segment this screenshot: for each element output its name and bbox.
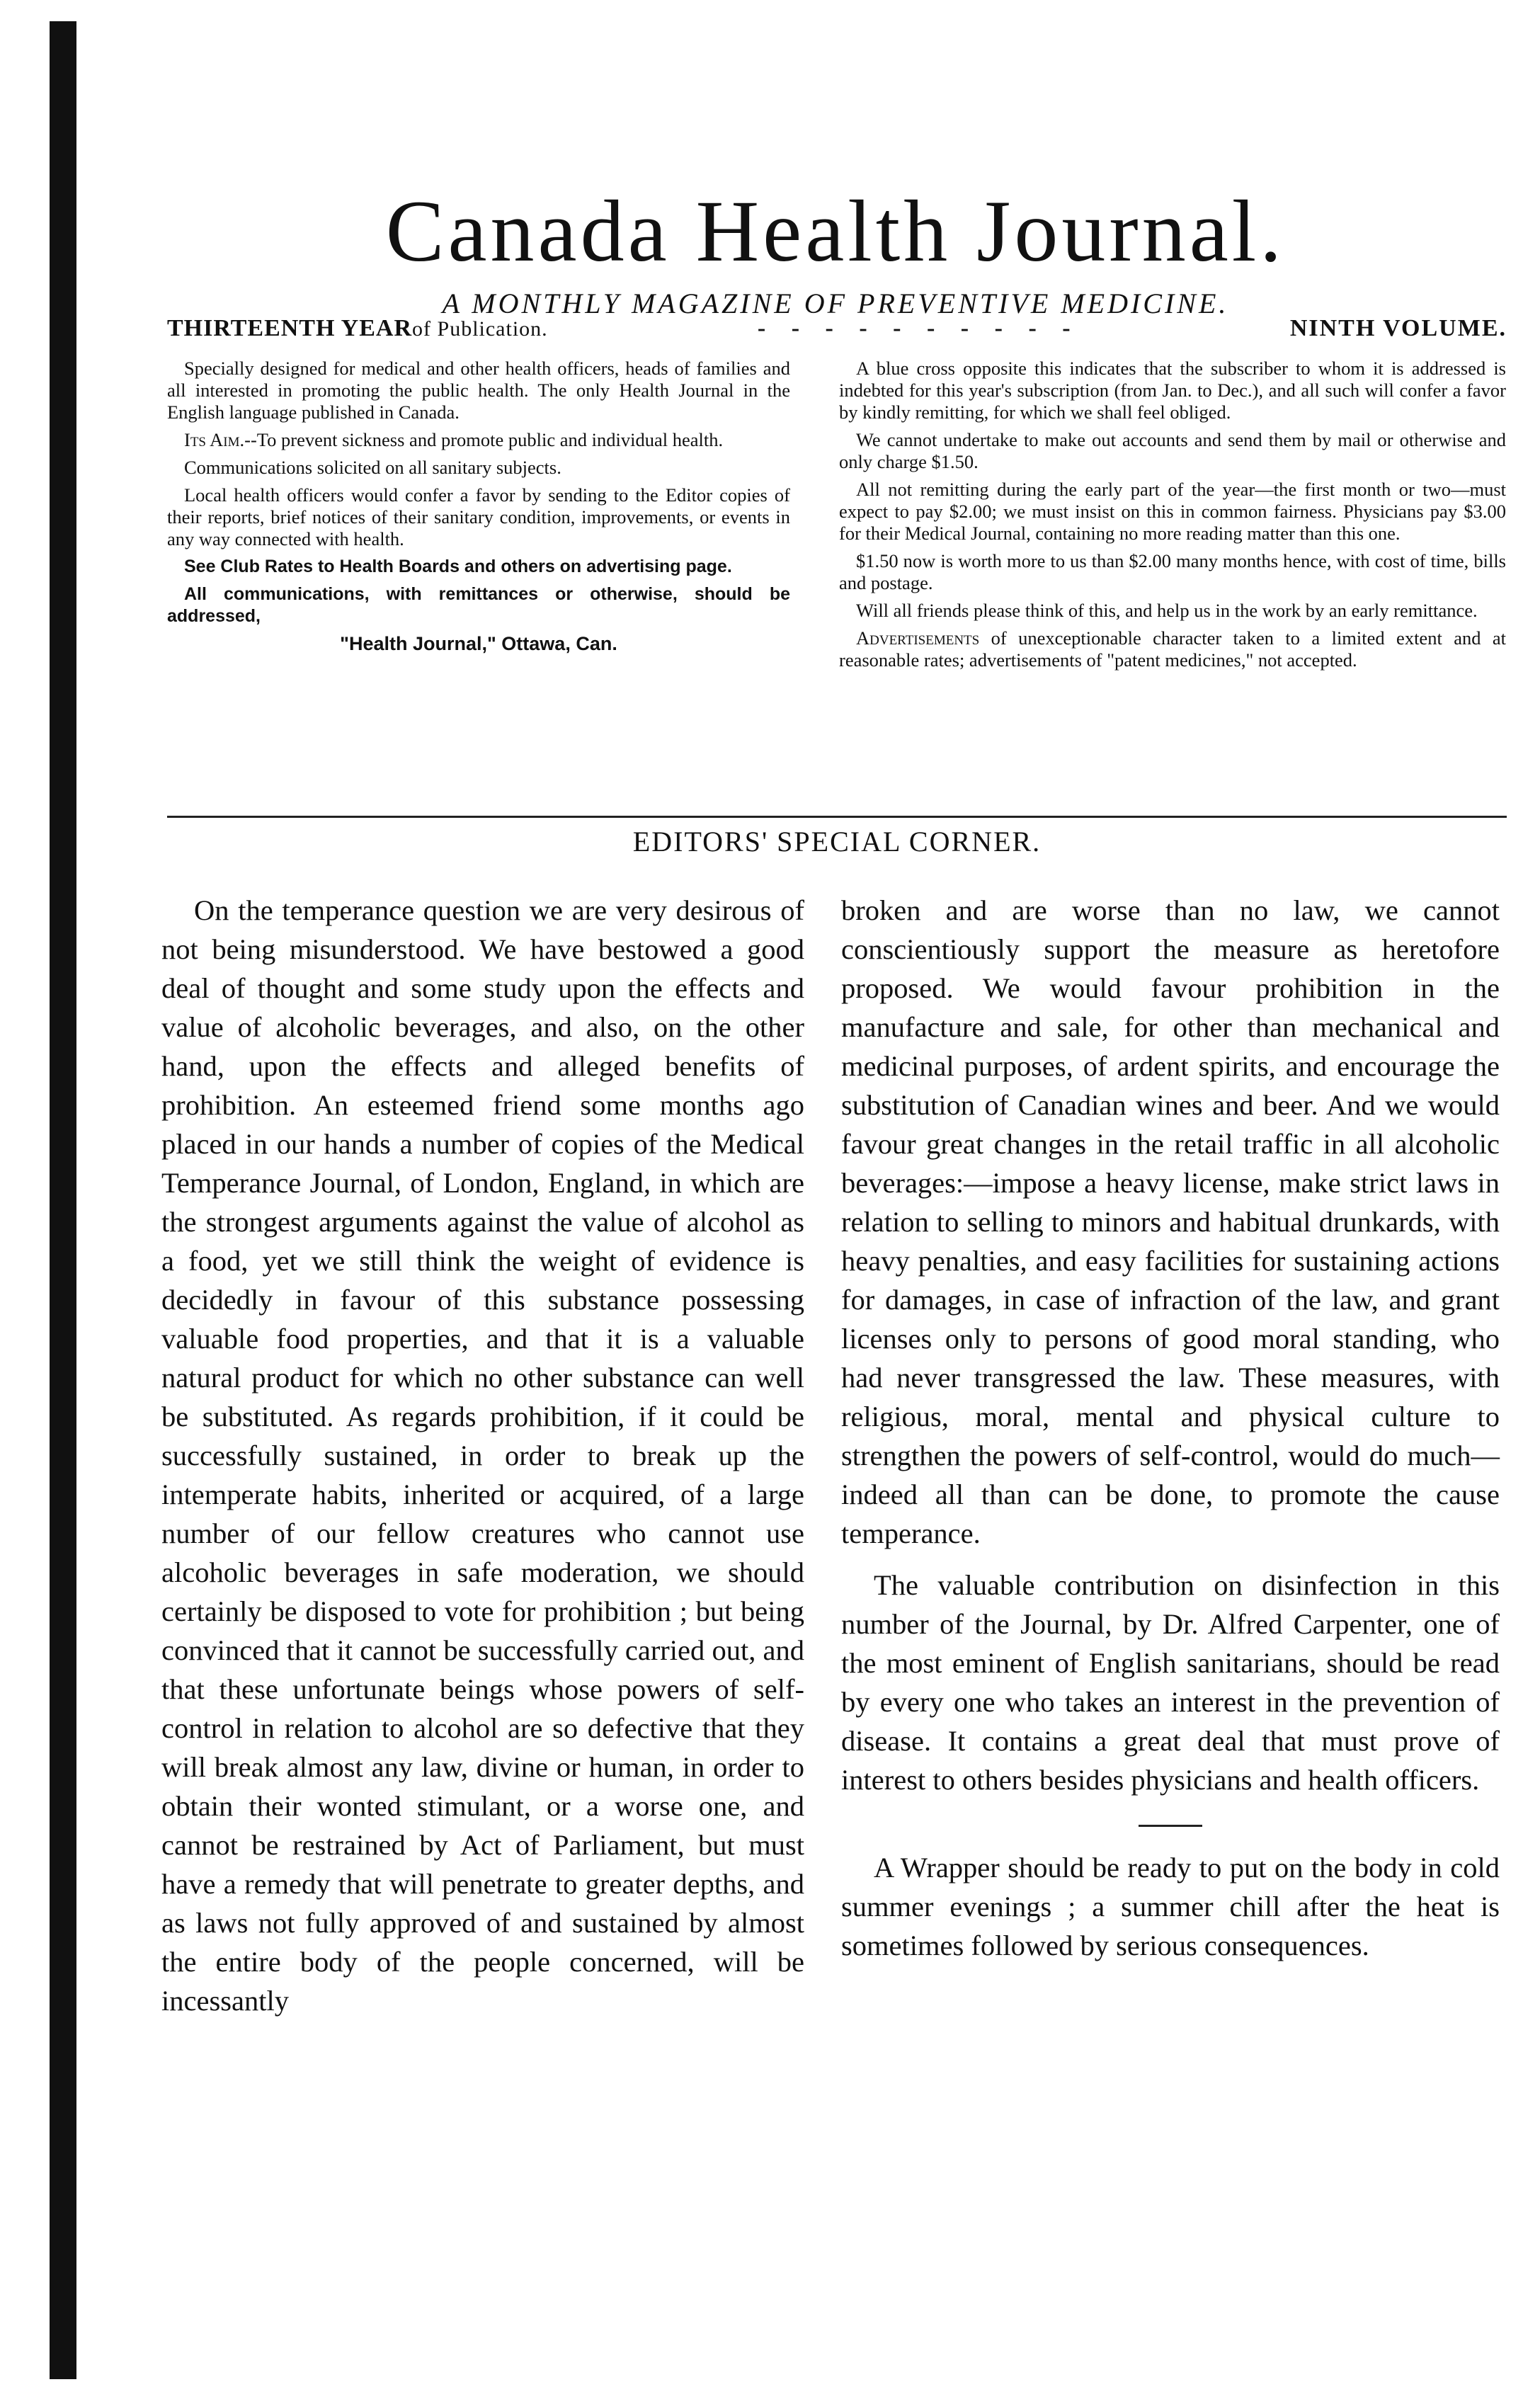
publication-of: of Publication. — [412, 317, 548, 341]
info-accounts: We cannot undertake to make out accounts and send them by mail or otherwise and only charge $1.50. — [839, 429, 1506, 472]
paragraph-divider — [1139, 1825, 1202, 1827]
info-value-now: $1.50 now is worth more to us than $2.00 many months hence, with cost of time, bills and postage. — [839, 550, 1506, 593]
info-column-left — [167, 358, 790, 655]
binding-spine — [50, 21, 76, 2379]
info-late-payment: All not remitting during the early part of the year—the first month or two—must expect to pay $2.00; we must insist on this in common fairness. Physicians pay $3.00 for their Medical Journal, containing no more reading matter than this one. — [839, 479, 1506, 544]
journal-subtitle: A MONTHLY MAGAZINE OF PREVENTIVE MEDICINE. — [442, 287, 1229, 319]
article-column-left — [161, 891, 804, 2020]
publication-year: THIRTEENTH YEAR — [167, 315, 413, 341]
temperance-paragraph-continued: broken and are worse than no law, we cannot conscientiously support the measure as heretofore proposed. We would favour prohibition in the manufacture and sale, for other than mechanical and medicinal purposes, of ardent spirits, and encourage the substitution of Canadian wines and beer. And we would favour great changes in the retail traffic in all alcoholic beverages:—impose a heavy license, make strict laws in relation to selling to minors and habitual drunkards, with heavy penalties, and easy facilities for sustaining actions for damages, in case of infraction of the law, and grant licenses only to persons of good moral standing, who had never transgressed the law. These measures, with religious, moral, mental and physical culture to strengthen the powers of self-control, would do much—indeed all than can be done, to promote the cause temperance. — [841, 894, 1500, 1549]
leader-dots: - - - - - - - - - - — [757, 315, 1080, 341]
header-rule — [167, 816, 1507, 818]
volume-number: NINTH VOLUME. — [1289, 315, 1507, 341]
info-club-rates: See Club Rates to Health Boards and others on advertising page. — [184, 557, 732, 576]
info-blue-cross: A blue cross opposite this indicates that the subscriber to whom it is addressed is indebted for this year's subscription (from Jan. to Dec.), and all such will confer a favor by kindly remitting, for which we shall feel obliged. — [839, 358, 1506, 423]
article-column-right — [841, 891, 1500, 1965]
info-column-right — [839, 358, 1506, 677]
info-aim-text: --To prevent sickness and promote public and individual health. — [244, 429, 724, 450]
info-address-note: All communications, with remittances or otherwise, should be addressed, — [167, 584, 790, 626]
info-ads-lead: Advertisements — [856, 627, 980, 649]
publication-line — [167, 315, 1507, 342]
info-advertisements — [839, 627, 1506, 671]
info-description: Specially designed for medical and other health officers, heads of families and all interested in promoting the public health. The only Health Journal in the English language published in Canada. — [167, 358, 790, 423]
mailing-address: "Health Journal," Ottawa, Can. — [340, 633, 617, 654]
info-communications: Communications solicited on all sanitary subjects. — [184, 457, 561, 478]
info-local-officers: Local health officers would confer a favor by sending to the Editor copies of their reports, brief notices of their sanitary condition, improvements, or events in any way connected with health. — [167, 484, 790, 549]
wrapper-paragraph: A Wrapper should be ready to put on the body in cold summer evenings ; a summer chill after the heat is sometimes followed by serious consequences. — [841, 1852, 1500, 1961]
section-heading: EDITORS' SPECIAL CORNER. — [632, 826, 1042, 857]
info-aim-lead: Its Aim. — [184, 429, 245, 450]
info-friends: Will all friends please think of this, and help us in the work by an early remittance. — [856, 600, 1478, 621]
info-aim — [167, 429, 790, 451]
masthead — [170, 183, 1501, 320]
disinfection-paragraph: The valuable contribution on disinfection in this number of the Journal, by Dr. Alfred Carpenter, one of the most eminent of English sanitarians, should be read by every one who takes an interest in the prevention of disease. It contains a great deal that must prove of interest to others besides physicians and health officers. — [841, 1569, 1500, 1796]
info-ads-text: of unexceptionable character taken to a limited extent and at reasonable rates; advertisements of "patent medicines," not accepted. — [839, 627, 1506, 671]
journal-title: Canada Health Journal. — [385, 183, 1286, 280]
temperance-paragraph: On the temperance question we are very desirous of not being misunderstood. We have bestowed a good deal of thought and some study upon the effects and value of alcoholic beverages, and also, on the other hand, upon the effects and alleged benefits of prohibition. An esteemed friend some months ago placed in our hands a number of copies of the Medical Temperance Journal, of London, England, in which are the strongest arguments against the value of alcohol as a food, yet we still think the weight of evidence is decidedly in favour of this substance possessing valuable food properties, and that it is a valuable natural product for which no other substance can well be substituted. As regards prohibition, if it could be successfully sustained, in order to break up the intemperate habits, inherited or acquired, of a large number of our fellow creatures who cannot use alcoholic beverages in safe moderation, we should certainly be disposed to vote for prohibition ; but being convinced that it cannot be successfully carried out, and that these unfortunate beings whose powers of self-control in relation to alcohol are so defective that they will break almost any law, divine or human, in order to obtain their wonted stimulant, or a worse one, and cannot be restrained by Act of Parliament, but must have a remedy that will penetrate to greater depths, and as laws not fully approved of and sustained by almost the entire body of the people concerned, will be incessantly — [161, 894, 804, 2017]
